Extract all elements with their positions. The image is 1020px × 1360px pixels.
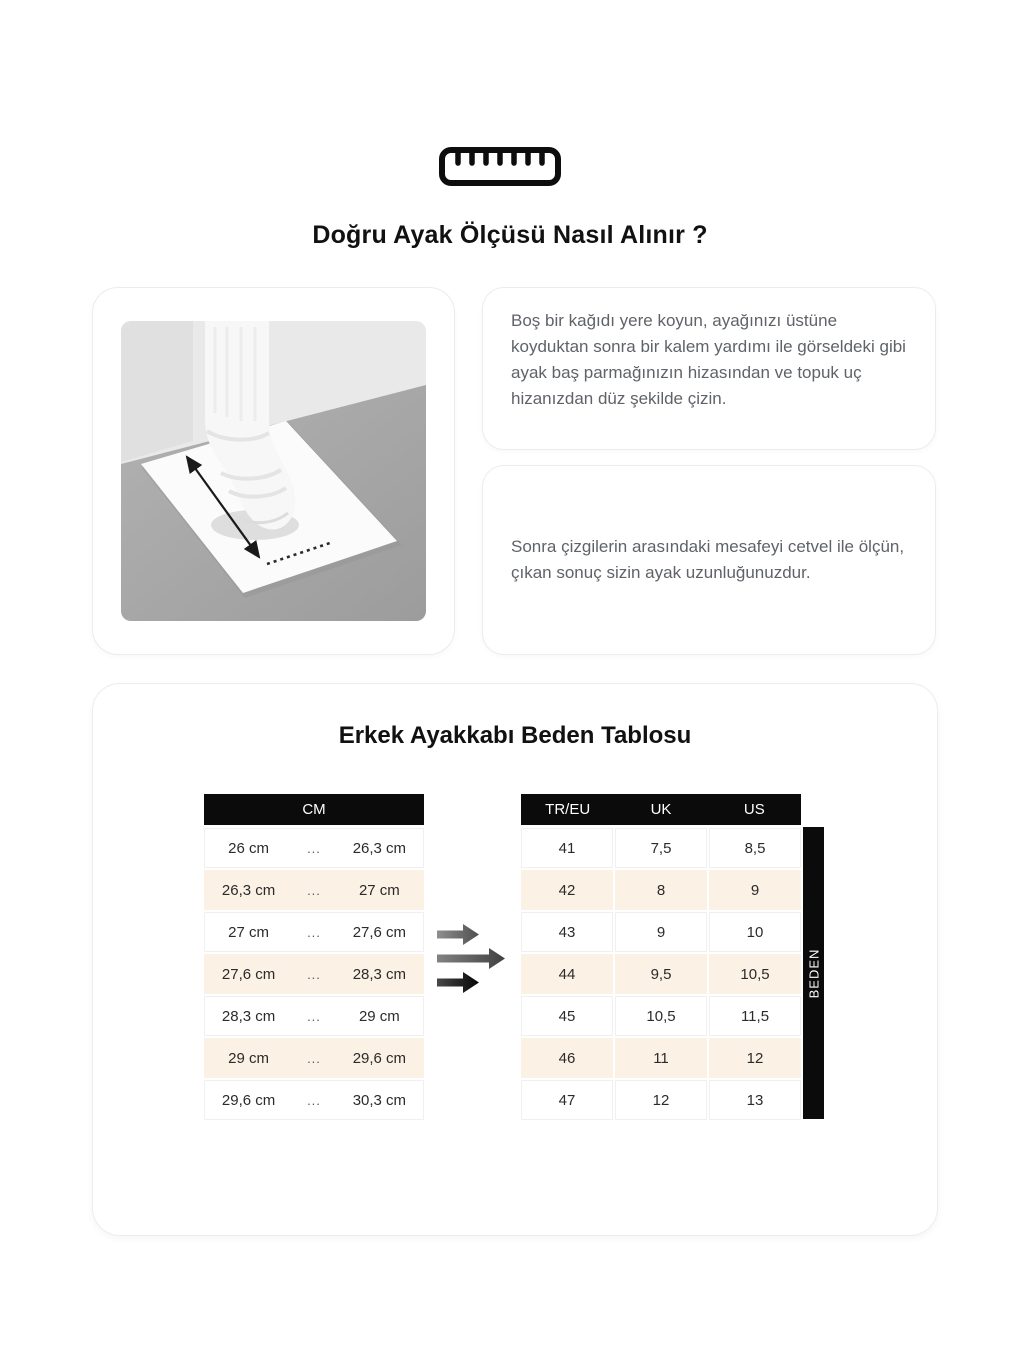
ruler-icon — [438, 146, 562, 188]
beden-side-label: BEDEN — [803, 827, 824, 1119]
eu-size-table — [521, 794, 801, 1122]
cm-table-row: 26,3 cm ... 27 cm — [204, 870, 424, 910]
page-title: Doğru Ayak Ölçüsü Nasıl Alınır ? — [312, 221, 708, 249]
eu-table-row: 41 7,5 8,5 — [521, 828, 801, 868]
cm-header-label: CM — [302, 801, 326, 818]
cm-table-row: 27 cm ... 27,6 cm — [204, 912, 424, 952]
cm-table-row: 29,6 cm ... 30,3 cm — [204, 1080, 424, 1120]
eu-table-row: 47 12 13 — [521, 1080, 801, 1120]
eu-table-row: 43 9 10 — [521, 912, 801, 952]
cm-table-row: 28,3 cm ... 29 cm — [204, 996, 424, 1036]
cm-table-row: 26 cm ... 26,3 cm — [204, 828, 424, 868]
cm-table-row: 27,6 cm ... 28,3 cm — [204, 954, 424, 994]
instruction-card-1 — [482, 287, 936, 450]
eu-table-row: 44 9,5 10,5 — [521, 954, 801, 994]
instruction-card-2 — [482, 465, 936, 655]
header-us: US — [743, 801, 765, 818]
foot-measure-photo-card — [92, 287, 455, 655]
cm-table — [204, 794, 424, 1122]
size-table-title: Erkek Ayakkabı Beden Tablosu — [338, 722, 692, 749]
header-tr-eu: TR/EU — [545, 801, 591, 818]
eu-table-row: 45 10,5 11,5 — [521, 996, 801, 1036]
eu-table-row: 46 11 12 — [521, 1038, 801, 1078]
eu-table-row: 42 8 9 — [521, 870, 801, 910]
cm-table-row: 29 cm ... 29,6 cm — [204, 1038, 424, 1078]
size-table-card — [92, 683, 938, 1236]
foot-measure-photo — [121, 321, 426, 621]
eu-table-header — [521, 794, 801, 825]
eu-table-wrap — [521, 794, 824, 1122]
transfer-arrows-icon — [437, 915, 509, 999]
instruction-step-2: Sonra çizgilerin arasındaki mesafeyi cetvel ile ölçün, çıkan sonuç sizin ayak uzunluğunuzdur. — [511, 537, 905, 582]
instruction-step-1: Boş bir kağıdı yere koyun, ayağınızı üstüne koyduktan sonra bir kalem yardımı ile görseldeki gibi ayak baş parmağınızın hizasından ve topuk uç hizanızdan düz şekilde çizin. — [511, 311, 906, 408]
header-uk: UK — [650, 801, 672, 818]
cm-table-header — [204, 794, 424, 825]
